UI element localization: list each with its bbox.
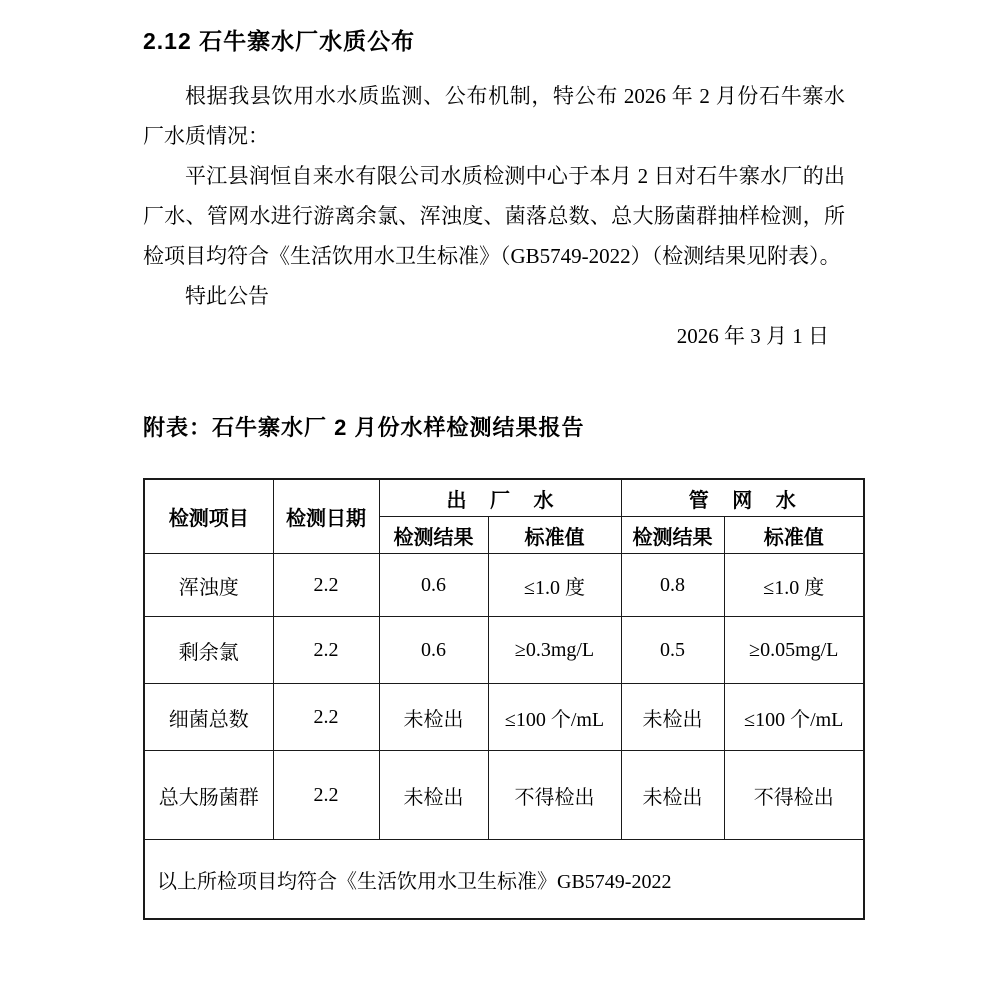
table-row-residual-chlorine [144,617,864,684]
paragraph-announcement-intro: 根据我县饮用水水质监测、公布机制，特公布 2026 年 2 月份石牛寨水厂水质情况： [143,84,845,148]
cell-item: 总大肠菌群 [144,751,273,840]
header-cell-item: 检测项目 [144,479,273,554]
cell-factory-standard: ≤1.0 度 [488,554,621,617]
section-heading: 2.12 石牛寨水厂水质公布 [143,28,416,54]
cell-pipe-standard: ≥0.05mg/L [724,617,864,684]
header-group-factory-water: 出 厂 水 [379,479,621,517]
cell-item: 浑浊度 [144,554,273,617]
paragraph-testing-details: 平江县润恒自来水有限公司水质检测中心于本月 2 日对石牛寨水厂的出厂水、管网水进行游离余氯、浑浊度、菌落总数、总大肠菌群抽样检测，所检项目均符合《生活饮用水卫生标准》（GB5749-2022）（检测结果见附表）。 [143,164,845,268]
cell-pipe-result: 未检出 [621,751,724,840]
cell-pipe-result: 未检出 [621,684,724,751]
water-quality-table [143,478,865,920]
paragraph-closing: 特此公告 [185,284,269,308]
table-row-bacteria-count [144,684,864,751]
cell-factory-result: 0.6 [379,617,488,684]
table-header-group-row [144,479,864,517]
cell-date: 2.2 [273,554,379,617]
cell-pipe-result: 0.8 [621,554,724,617]
body-text [143,76,845,316]
table-row-turbidity [144,554,864,617]
cell-date: 2.2 [273,617,379,684]
header-cell-factory-result: 检测结果 [379,517,488,554]
cell-factory-result: 未检出 [379,684,488,751]
cell-factory-standard: 不得检出 [488,751,621,840]
cell-factory-standard: ≥0.3mg/L [488,617,621,684]
cell-pipe-standard: ≤1.0 度 [724,554,864,617]
header-group-pipe-water: 管 网 水 [621,479,864,517]
cell-date: 2.2 [273,751,379,840]
document-content [143,26,863,920]
table-footer-row [144,840,864,920]
cell-factory-result: 0.6 [379,554,488,617]
cell-item: 细菌总数 [144,684,273,751]
cell-pipe-result: 0.5 [621,617,724,684]
header-cell-pipe-result: 检测结果 [621,517,724,554]
footer-note: 以上所检项目均符合《生活饮用水卫生标准》GB5749-2022 [144,840,864,920]
cell-pipe-standard: 不得检出 [724,751,864,840]
date-line: 2026 年 3 月 1 日 [676,324,829,348]
header-cell-pipe-standard: 标准值 [724,517,864,554]
header-cell-factory-standard: 标准值 [488,517,621,554]
cell-item: 剩余氯 [144,617,273,684]
cell-factory-standard: ≤100 个/mL [488,684,621,751]
cell-date: 2.2 [273,684,379,751]
cell-pipe-standard: ≤100 个/mL [724,684,864,751]
table-row-coliform-group [144,751,864,840]
table-title: 附表：石牛寨水厂 2 月份水样检测结果报告 [143,415,585,440]
header-cell-date: 检测日期 [273,479,379,554]
cell-factory-result: 未检出 [379,751,488,840]
